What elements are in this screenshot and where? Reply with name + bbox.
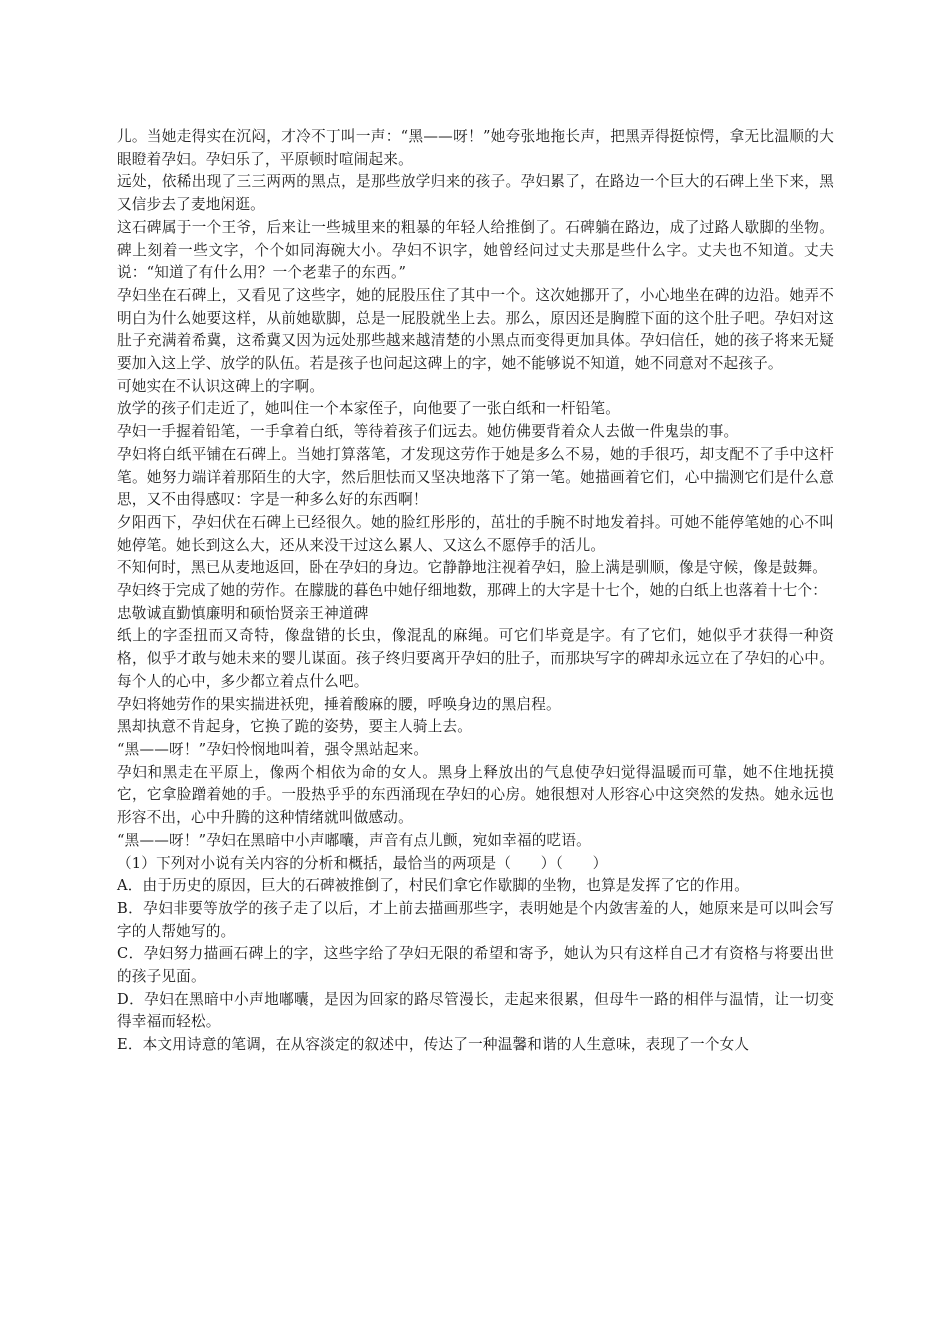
paragraph-16: “黑——呀！”孕妇怜悯地叫着，强令黑站起来。 bbox=[117, 740, 429, 758]
paragraph-9: 夕阳西下，孕妇伏在石碑上已经很久。她的脸红彤彤的，茁壮的手腕不时地发着抖。可她不能停笔她的心不叫她停笔。她长到这么大，还从来没干过这么累人、又这么不愿停手的活儿。 bbox=[117, 513, 834, 554]
paragraph-2: 远处，依稀出现了三三两两的黑点，是那些放学归来的孩子。孕妇累了，在路边一个巨大的石碑上坐下来，黑又信步去了麦地闲逛。 bbox=[117, 173, 834, 214]
paragraph-6: 放学的孩子们走近了，她叫住一个本家侄子，向他要了一张白纸和一杆铅笔。 bbox=[117, 400, 620, 418]
paragraph-8: 孕妇将白纸平铺在石碑上。当她打算落笔，才发现这劳作于她是多么不易，她的手很巧，却支配不了手中这杆笔。她努力端详着那陌生的大字，然后胆怯而又坚决地落下了第一笔。她描画着它们，心中揣测它们是什么意思，又不由得感叹：字是一种多么好的东西啊！ bbox=[117, 445, 834, 509]
option-b: B．孕妇非要等放学的孩子走了以后，才上前去描画那些字，表明她是个内敛害羞的人，她原来是可以叫会写字的人帮她写的。 bbox=[117, 899, 834, 940]
option-c: C．孕妇努力描画石碑上的字，这些字给了孕妇无限的希望和寄予，她认为只有这样自己才有资格与将要出世的孩子见面。 bbox=[117, 945, 834, 986]
option-e: E．本文用诗意的笔调，在从容淡定的叙述中，传达了一种温馨和谐的人生意味，表现了一个女人 bbox=[117, 1036, 750, 1054]
option-d: D．孕妇在黑暗中小声地嘟囔，是因为回家的路尽管漫长，走起来很累，但母牛一路的相伴与温情，让一切变得幸福而轻松。 bbox=[117, 990, 834, 1031]
paragraph-14: 孕妇将她劳作的果实揣进袄兜，捶着酸麻的腰，呼唤身边的黑启程。 bbox=[117, 695, 561, 713]
document-body bbox=[117, 126, 834, 1057]
paragraph-1: 儿。当她走得实在沉闷，才冷不丁叫一声：“黑——呀！”她夸张地拖长声，把黑弄得挺惊愕，拿无比温顺的大眼瞪着孕妇。孕妇乐了，平原顿时喧闹起来。 bbox=[117, 128, 834, 168]
stele-inscription: 忠敬诚直勤慎廉明和硕怡贤亲王神道碑 bbox=[117, 604, 369, 622]
paragraph-18: “黑——呀！”孕妇在黑暗中小声嘟囔，声音有点儿颤，宛如幸福的呓语。 bbox=[117, 831, 591, 849]
paragraph-15: 黑却执意不肯起身，它换了跪的姿势，要主人骑上去。 bbox=[117, 718, 473, 736]
paragraph-10: 不知何时，黑已从麦地返回，卧在孕妇的身边。它静静地注视着孕妇，脸上满是驯顺，像是守候，像是鼓舞。 bbox=[117, 559, 828, 577]
option-a: A．由于历史的原因，巨大的石碑被推倒了，村民们拿它作歇脚的坐物，也算是发挥了它的作用。 bbox=[117, 877, 750, 895]
paragraph-4: 孕妇坐在石碑上，又看见了这些字，她的屁股压住了其中一个。这次她挪开了，小心地坐在碑的边沿。她弄不明白为什么她要这样，从前她歇脚，总是一屁股就坐上去。那么，原因还是胸膛下面的这个肚子吧。孕妇对这肚子充满着希冀，这希冀又因为远处那些越来越清楚的小黑点而变得更加具体。孕妇信任，她的孩子将来无疑要加入这上学、放学的队伍。若是孩子也问起这碑上的字，她不能够说不知道，她不同意对不起孩子。 bbox=[117, 286, 834, 373]
question-stem: （1）下列对小说有关内容的分析和概括，最恰当的两项是（ ）（ ） bbox=[117, 854, 608, 872]
paragraph-5: 可她实在不认识这碑上的字啊。 bbox=[117, 377, 325, 395]
paragraph-7: 孕妇一手握着铅笔，一手拿着白纸，等待着孩子们远去。她仿佛要背着众人去做一件鬼祟的事。 bbox=[117, 423, 739, 441]
paragraph-13: 纸上的字歪扭而又奇特，像盘错的长虫，像混乱的麻绳。可它们毕竟是字。有了它们，她似乎才获得一种资格，似乎才敢与她未来的婴儿谋面。孩子终归要离开孕妇的肚子，而那块写字的碑却永远立在了孕妇的心中。每个人的心中，多少都立着点什么吧。 bbox=[117, 627, 834, 690]
paragraph-3: 这石碑属于一个王爷，后来让一些城里来的粗暴的年轻人给推倒了。石碑躺在路边，成了过路人歇脚的坐物。碑上刻着一些文字，个个如同海碗大小。孕妇不识字，她曾经问过丈夫那是些什么字。丈夫也不知道。丈夫说：“知道了有什么用？一个老辈子的东西。” bbox=[117, 218, 834, 282]
paragraph-17: 孕妇和黑走在平原上，像两个相依为命的女人。黑身上释放出的气息使孕妇觉得温暖而可靠，她不住地抚摸它，它拿脸蹭着她的手。一股热乎乎的东西涌现在孕妇的心房。她很想对人形容心中这突然的发热。她永远也形容不出，心中升腾的这种情绪就叫做感动。 bbox=[117, 763, 834, 827]
paragraph-11: 孕妇终于完成了她的劳作。在朦胧的暮色中她仔细地数，那碑上的大字是十七个，她的白纸上也落着十七个： bbox=[117, 582, 828, 600]
